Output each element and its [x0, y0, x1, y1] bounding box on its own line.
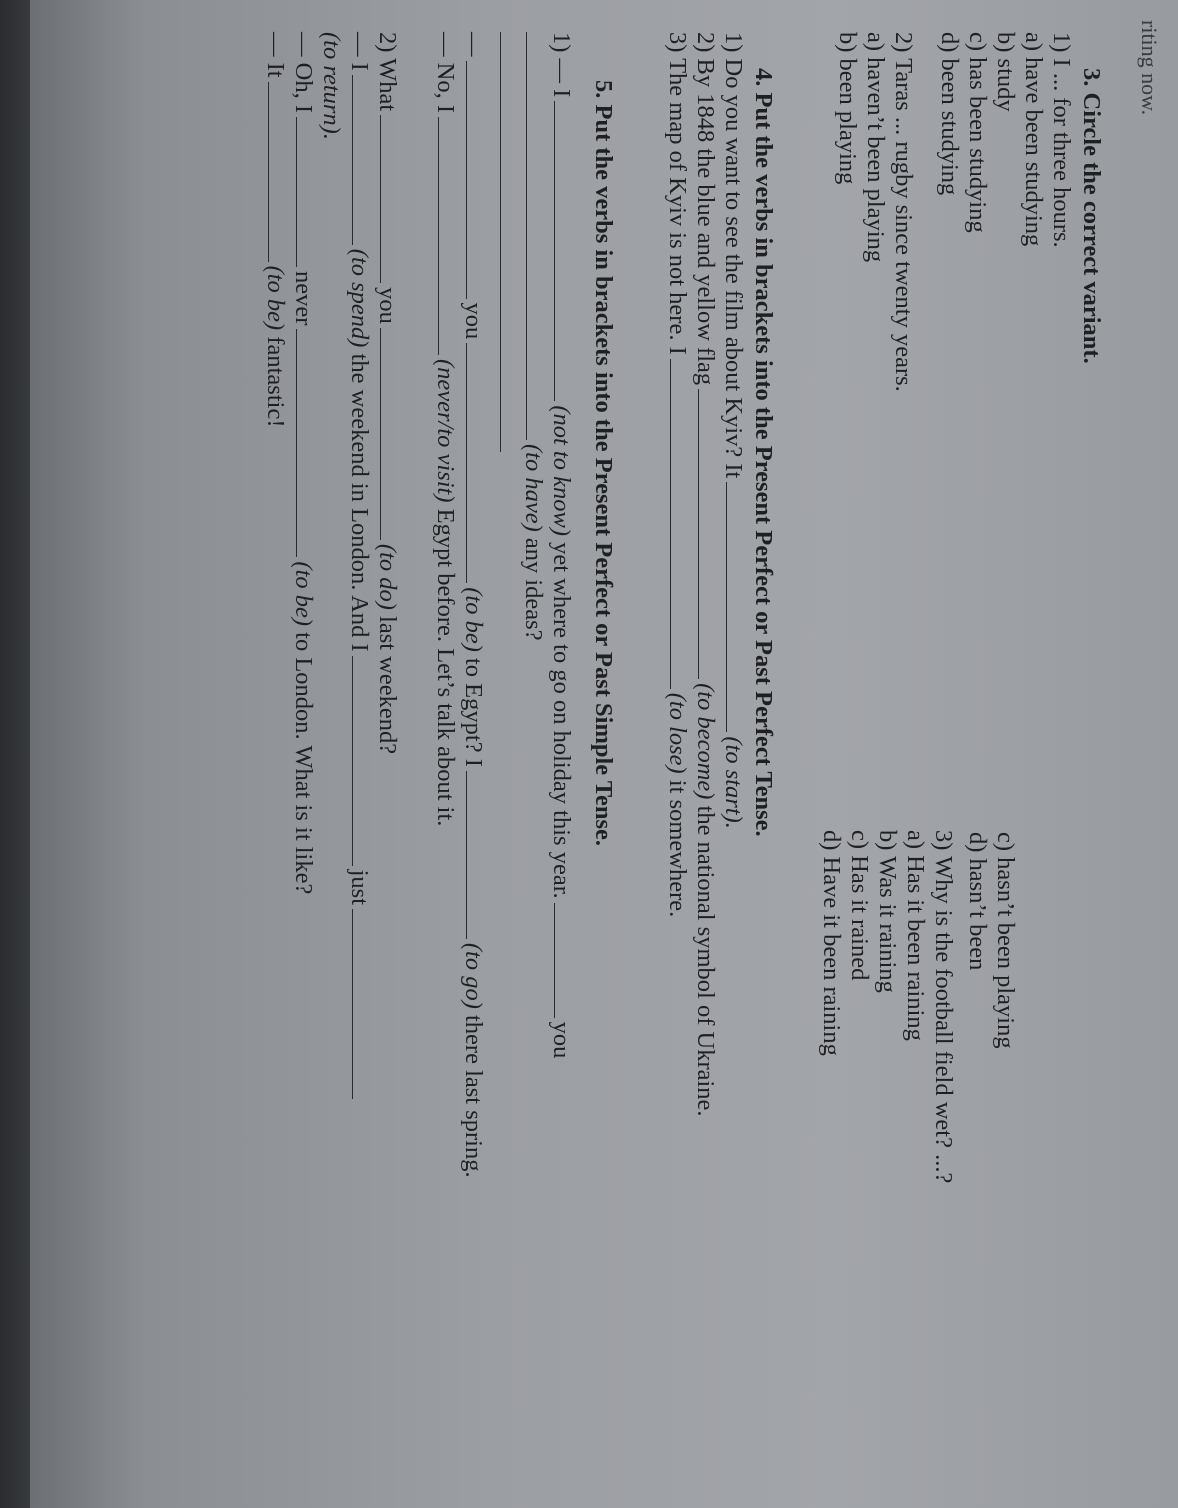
ex5-d2-l5-hint: (to be) [262, 265, 289, 331]
ex5-d1-line-1 [547, 32, 575, 1058]
ex5-d2-l4-hint: (to be) [290, 561, 317, 627]
ex4-s1-blank[interactable] [726, 482, 745, 732]
ex5-d1-l3-blank[interactable] [466, 61, 485, 299]
ex5-d1-l4-blank[interactable] [438, 117, 457, 355]
ex3-q1-option-c: c) has been studying [964, 32, 991, 233]
ex5-d1-l1-hint: (not to know) [548, 405, 575, 536]
ex3-q1-stem: 1) I ... for three hours. [1048, 32, 1075, 248]
ex5-d2-line-4 [289, 32, 317, 894]
ex4-s2-tail: the national symbol of Ukraine. [692, 805, 719, 1117]
worksheet-page [45, 20, 1165, 1480]
ex3-q1-option-d-right: d) hasn’t been [964, 832, 991, 971]
ex5-d1-l2-tail: any ideas? [520, 537, 547, 641]
ex5-d2-l2-hint: (to spend) [346, 248, 373, 348]
ex5-d1-l3-tail: there last spring. [460, 1015, 487, 1178]
ex5-d1-l4-tail: Egypt before. Let’s talk about it. [432, 508, 459, 827]
ex5-d2-l5-start: — It [262, 32, 289, 78]
ex5-d1-l3-mid: to Egypt? I [460, 658, 487, 767]
ex5-d2-l2-start: — I [346, 32, 373, 71]
ex5-d2-l2-just: just [346, 869, 373, 906]
ex3-q1-option-a: a) have been studying [1020, 32, 1047, 247]
ex5-d1-l1-end: you [548, 1021, 575, 1059]
ex5-d2-l4-start: — Oh, I [290, 32, 317, 113]
ex4-s3-blank[interactable] [670, 359, 689, 689]
ex4-sentence-1 [719, 32, 747, 829]
ex5-d1-line-3 [459, 32, 487, 1178]
ex5-d1-l1-blank-2[interactable] [554, 903, 573, 1018]
ex5-d2-l1-you: you [374, 287, 401, 324]
ex5-d2-l2-mid: the weekend in London. And I [346, 353, 373, 652]
top-fragment-text: riting now. [1137, 20, 1162, 116]
ex5-d2-l4-blank[interactable] [296, 117, 315, 267]
ex5-d2-l4-tail: to London. What is it like? [290, 632, 317, 895]
ex4-sentence-2 [691, 32, 719, 1117]
ex4-s1-hint: (to start). [720, 736, 747, 829]
ex5-d1-l2-blank[interactable] [526, 32, 545, 440]
ex5-d2-l4-never: never [290, 270, 317, 326]
ex5-d2-l4-blank-2[interactable] [296, 329, 315, 557]
ex3-q1-option-d: d) been studying [936, 32, 963, 196]
ex5-d1-l4-hint: (never/to visit) [432, 358, 459, 503]
ex5-d2-line-2 [345, 32, 373, 1103]
ex5-d2-line-1 [373, 32, 401, 754]
ex5-d1-l3-hint: (to be) [460, 587, 487, 652]
ex3-q2-option-b: b) been playing [834, 32, 861, 185]
ex3-q1-option-c-right: c) hasn’t been playing [992, 832, 1019, 1049]
ex3-q3-option-d: d) Have it been raining [818, 830, 845, 1056]
exercise-5-title: 5. Put the verbs in brackets into the Present Perfect or Past Simple Tense. [590, 80, 617, 846]
exercise-4-title: 4. Put the verbs in brackets into the Present Perfect or Past Perfect Tense. [750, 68, 777, 837]
ex5-d1-answer-rule[interactable] [500, 32, 501, 452]
ex5-d2-l2-blank[interactable] [352, 75, 371, 245]
ex5-d2-l1-start: 2) What [374, 32, 401, 112]
ex5-d2-l1-blank-2[interactable] [380, 328, 399, 540]
ex4-s3-text: 3) The map of Kyiv is not here. I [664, 32, 691, 355]
ex5-d1-line-4 [431, 32, 459, 826]
ex4-s2-text: 2) By 1848 the blue and yellow flag [692, 32, 719, 386]
ex5-d2-l5-tail: fantastic! [262, 336, 289, 428]
ex4-sentence-3 [663, 32, 691, 917]
ex5-d1-l3-you: you [460, 302, 487, 340]
ex4-s1-text: 1) Do you want to see the film about Kyiv? It [720, 32, 747, 479]
ex5-d1-l3-blank-2[interactable] [466, 343, 485, 583]
worksheet-paper [30, 0, 1178, 1508]
ex5-d2-line-3-hint: (to return). [318, 32, 345, 140]
ex3-q2-option-a: a) haven’t been playing [862, 32, 889, 263]
ex5-d2-l2-blank-3[interactable] [352, 909, 371, 1099]
ex3-q3-option-c: c) Has it rained [846, 830, 873, 981]
ex5-d1-l1-start: 1) — I [548, 32, 575, 98]
exercise-3-title: 3. Circle the correct variant. [1078, 68, 1105, 364]
ex4-s2-hint: (to become) [692, 683, 719, 800]
ex3-q2-stem: 2) Taras ... rugby since twenty years. [890, 32, 917, 392]
ex5-d2-l5-blank[interactable] [268, 82, 287, 262]
ex5-d1-l4-start: — No, I [432, 32, 459, 113]
ex4-s3-hint: (to lose) [664, 692, 691, 774]
ex3-q3-stem: 3) Why is the football field wet? ...? [930, 830, 957, 1184]
ex5-d1-l1-blank[interactable] [554, 101, 573, 401]
ex5-d1-l3-start: — [460, 32, 487, 57]
ex5-d2-l1-blank[interactable] [380, 115, 399, 283]
ex5-d2-line-5 [261, 32, 289, 428]
ex5-d1-l2-hint: (to have) [520, 444, 547, 532]
ex3-q1-option-b: b) study [992, 32, 1019, 112]
ex5-d2-l2-blank-2[interactable] [352, 656, 371, 866]
ex3-q3-option-b: b) Was it raining [874, 830, 901, 993]
ex5-d1-l3-blank-3[interactable] [466, 771, 485, 939]
ex5-d2-l1-tail: last weekend? [374, 616, 401, 755]
ex4-s3-tail: it somewhere. [664, 779, 691, 918]
ex5-d1-l1-tail: yet where to go on holiday this year. [548, 542, 575, 899]
ex5-d1-l3-hint-2: (to go) [460, 942, 487, 1009]
ex5-d1-line-2 [519, 32, 547, 641]
ex4-s2-blank[interactable] [698, 389, 717, 679]
ex3-q3-option-a: a) Has it been raining [902, 830, 929, 1041]
ex5-d2-l1-hint: (to do) [374, 543, 401, 610]
